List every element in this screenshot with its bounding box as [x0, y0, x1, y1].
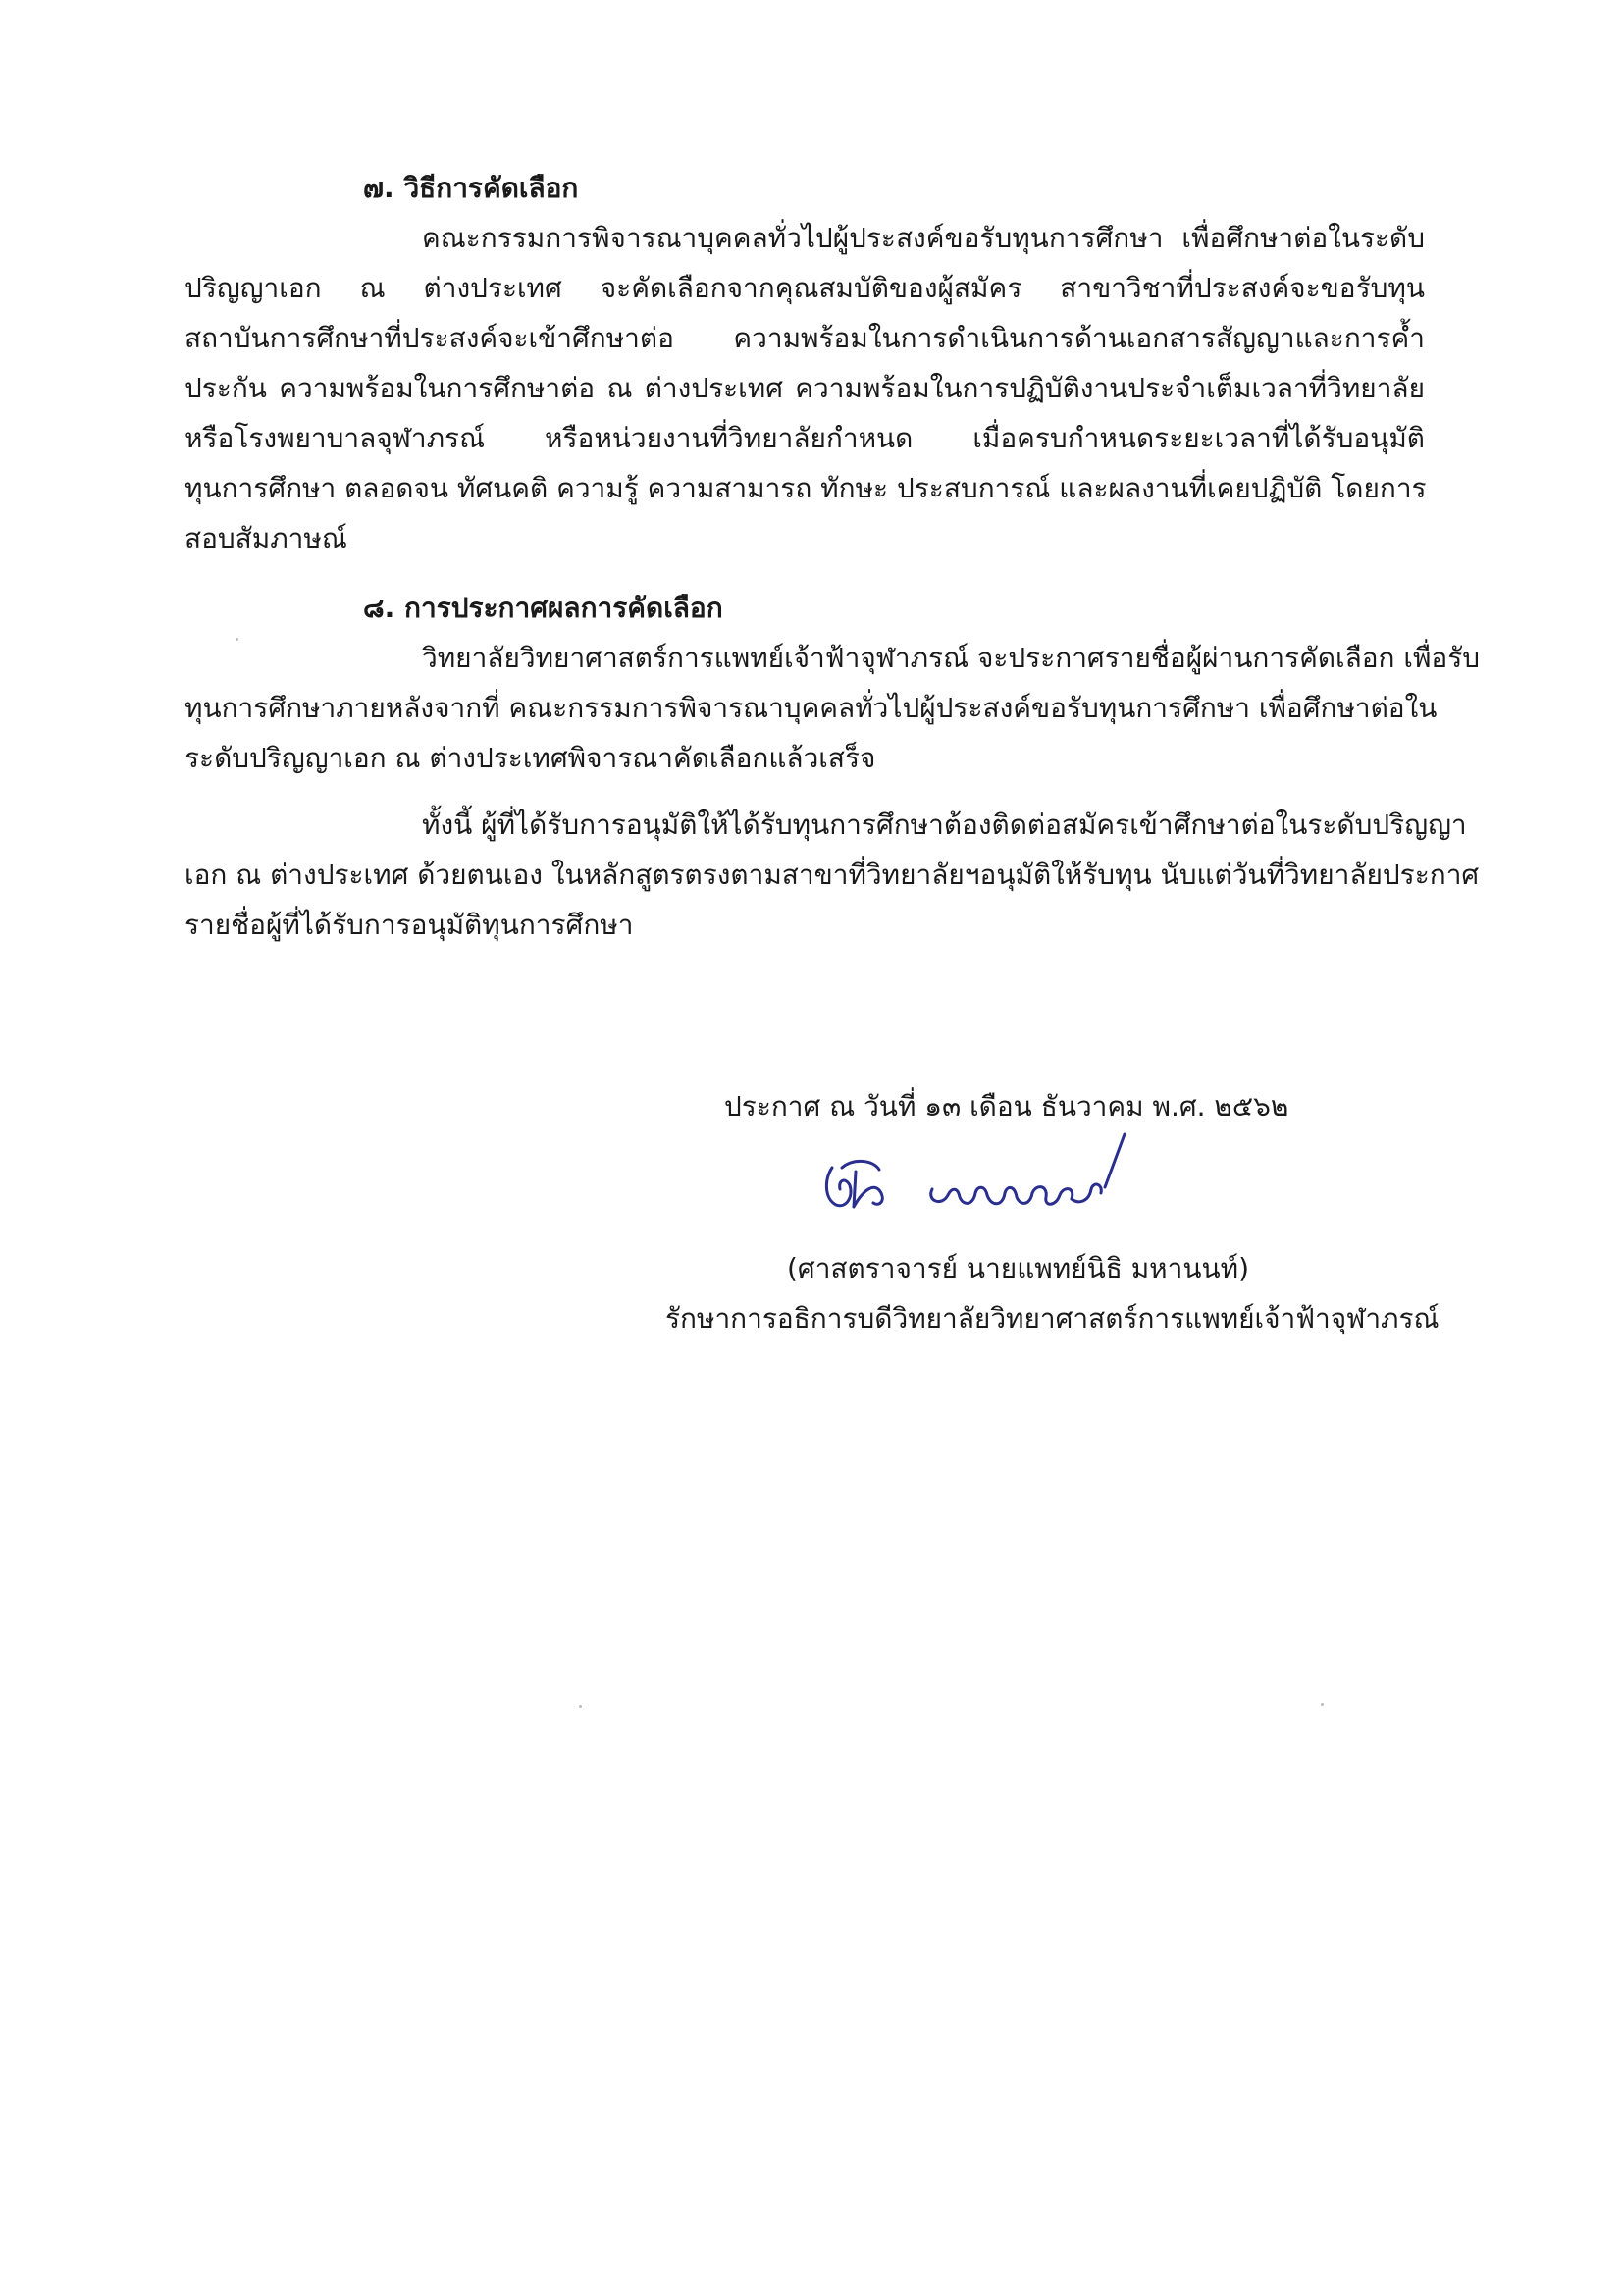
- section-7-line: ทุนการศึกษา ตลอดจน ทัศนคติ ความรู้ ความสามารถ ทักษะ ประสบการณ์ และผลงานที่เคยปฏิบัติ โดยการ: [184, 472, 1427, 504]
- announcement-date: ประกาศ ณ วันที่ ๑๓ เดือน ธันวาคม พ.ศ. ๒๕๖๒: [724, 1090, 1289, 1122]
- signatory-name: (ศาสตราจารย์ นายแพทย์นิธิ มหานนท์): [787, 1252, 1249, 1284]
- scan-speck: [1321, 1703, 1324, 1706]
- section-8-line: ทั้งนี้ ผู้ที่ได้รับการอนุมัติให้ได้รับทุนการศึกษาต้องติดต่อสมัครเข้าศึกษาต่อในระดับปริญญา: [422, 809, 1467, 841]
- section-7-heading: ๗. วิธีการคัดเลือก: [363, 172, 579, 204]
- section-7-line: ปริญญาเอก ณ ต่างประเทศ จะคัดเลือกจากคุณสมบัติของผู้สมัคร สาขาวิชาที่ประสงค์จะขอรับทุน: [184, 272, 1425, 304]
- section-8-line: เอก ณ ต่างประเทศ ด้วยตนเอง ในหลักสูตรตรงตามสาขาที่วิทยาลัยฯอนุมัติให้รับทุน นับแต่วันที่วิทยาลัยประกาศ: [184, 859, 1480, 891]
- scan-speck: [579, 1705, 582, 1708]
- section-8-line: ทุนการศึกษาภายหลังจากที่ คณะกรรมการพิจารณาบุคคลทั่วไปผู้ประสงค์ขอรับทุนการศึกษา เพื่อศึกษาต่อใน: [184, 692, 1438, 724]
- section-8-line: รายชื่อผู้ที่ได้รับการอนุมัติทุนการศึกษา: [184, 909, 634, 941]
- handwritten-signature: [785, 1128, 1197, 1236]
- section-8-line: ระดับปริญญาเอก ณ ต่างประเทศพิจารณาคัดเลือกแล้วเสร็จ: [184, 742, 876, 774]
- section-7-line: ประกัน ความพร้อมในการศึกษาต่อ ณ ต่างประเทศ ความพร้อมในการปฏิบัติงานประจำเต็มเวลาที่วิทยาลัย: [184, 372, 1425, 404]
- section-8-heading: ๘. การประกาศผลการคัดเลือก: [363, 592, 723, 624]
- section-8-line: วิทยาลัยวิทยาศาสตร์การแพทย์เจ้าฟ้าจุฬาภรณ์ จะประกาศรายชื่อผู้ผ่านการคัดเลือก เพื่อรับ: [422, 642, 1481, 674]
- section-7-line: คณะกรรมการพิจารณาบุคคลทั่วไปผู้ประสงค์ขอรับทุนการศึกษา เพื่อศึกษาต่อในระดับ: [422, 222, 1425, 254]
- section-7-line: หรือโรงพยาบาลจุฬาภรณ์ หรือหน่วยงานที่วิทยาลัยกำหนด เมื่อครบกำหนดระยะเวลาที่ได้รับอนุมัติ: [184, 422, 1425, 454]
- signatory-title: รักษาการอธิการบดีวิทยาลัยวิทยาศาสตร์การแพทย์เจ้าฟ้าจุฬาภรณ์: [665, 1302, 1440, 1334]
- section-7-line: สถาบันการศึกษาที่ประสงค์จะเข้าศึกษาต่อ ความพร้อมในการดำเนินการด้านเอกสารสัญญาและการค้ำ: [184, 322, 1425, 354]
- scan-speck: [236, 638, 238, 641]
- section-7-line: สอบสัมภาษณ์: [184, 522, 347, 554]
